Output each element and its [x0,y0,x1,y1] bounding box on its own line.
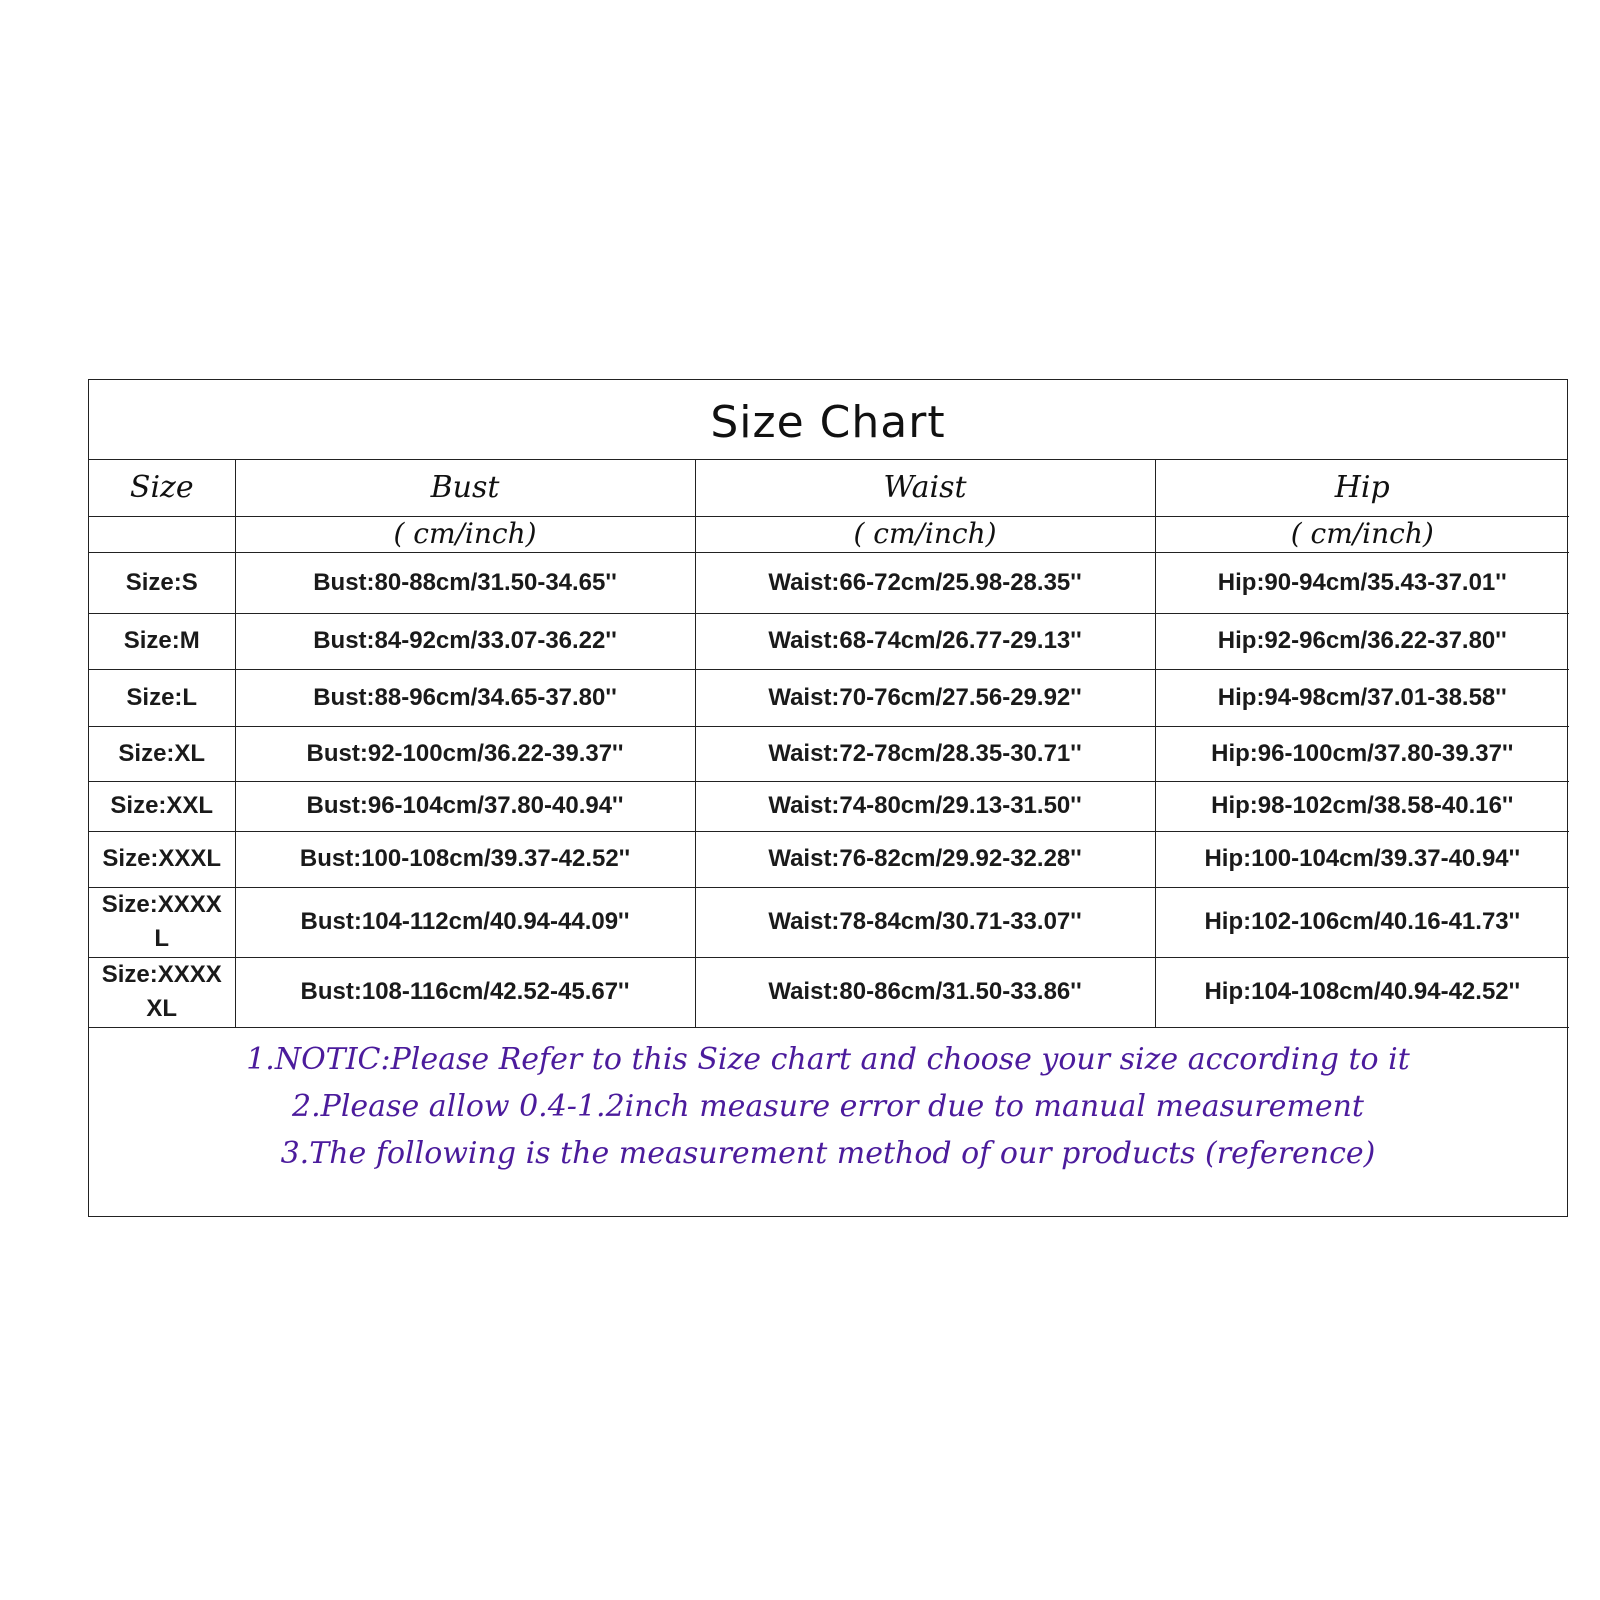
unit-size [89,516,235,552]
waist-cell: Waist:66-72cm/25.98-28.35'' [695,552,1155,613]
hip-cell: Hip:100-104cm/39.37-40.94'' [1155,831,1569,887]
hip-cell: Hip:96-100cm/37.80-39.37'' [1155,726,1569,781]
bust-cell: Bust:108-116cm/42.52-45.67'' [235,957,695,1027]
bust-cell: Bust:104-112cm/40.94-44.09'' [235,887,695,957]
unit-waist: ( cm/inch) [695,516,1155,552]
table-row [89,831,1569,887]
unit-bust: ( cm/inch) [235,516,695,552]
unit-row [89,516,1569,552]
bust-cell: Bust:96-104cm/37.80-40.94'' [235,781,695,831]
hip-cell: Hip:98-102cm/38.58-40.16'' [1155,781,1569,831]
size-cell [89,887,235,957]
size-cell: Size:S [89,552,235,613]
chart-title: Size Chart [710,397,946,448]
table-row [89,887,1569,957]
size-table [89,460,1569,1028]
size-cell: Size:M [89,613,235,669]
size-cell: Size:L [89,669,235,726]
waist-cell: Waist:78-84cm/30.71-33.07'' [695,887,1155,957]
hip-cell: Hip:104-108cm/40.94-42.52'' [1155,957,1569,1027]
unit-hip: ( cm/inch) [1155,516,1569,552]
table-row [89,726,1569,781]
bust-cell: Bust:92-100cm/36.22-39.37'' [235,726,695,781]
size-cell-line1: Size:XXXX [101,891,222,918]
waist-cell: Waist:72-78cm/28.35-30.71'' [695,726,1155,781]
table-row [89,613,1569,669]
waist-cell: Waist:68-74cm/26.77-29.13'' [695,613,1155,669]
header-hip: Hip [1155,460,1569,516]
header-waist: Waist [695,460,1155,516]
table-row [89,957,1569,1027]
size-cell: Size:XXXL [89,831,235,887]
header-bust: Bust [235,460,695,516]
bust-cell: Bust:100-108cm/39.37-42.52'' [235,831,695,887]
header-size: Size [89,460,235,516]
hip-cell: Hip:102-106cm/40.16-41.73'' [1155,887,1569,957]
waist-cell: Waist:70-76cm/27.56-29.92'' [695,669,1155,726]
table-row [89,781,1569,831]
waist-cell: Waist:80-86cm/31.50-33.86'' [695,957,1155,1027]
size-cell: Size:XL [89,726,235,781]
size-cell [89,957,235,1027]
size-cell-line1: Size:XXXX [101,961,222,988]
hip-cell: Hip:94-98cm/37.01-38.58'' [1155,669,1569,726]
bust-cell: Bust:84-92cm/33.07-36.22'' [235,613,695,669]
notes-section [89,1028,1567,1177]
hip-cell: Hip:90-94cm/35.43-37.01'' [1155,552,1569,613]
size-cell-line2: L [154,925,170,952]
note-line: 3.The following is the measurement method of our products (reference) [280,1135,1376,1171]
bust-cell: Bust:88-96cm/34.65-37.80'' [235,669,695,726]
hip-cell: Hip:92-96cm/36.22-37.80'' [1155,613,1569,669]
size-chart [88,379,1568,1217]
note-line: 2.Please allow 0.4-1.2inch measure error due to manual measurement [292,1088,1364,1124]
header-row [89,460,1569,516]
title-row [89,380,1567,460]
size-cell: Size:XXL [89,781,235,831]
waist-cell: Waist:74-80cm/29.13-31.50'' [695,781,1155,831]
bust-cell: Bust:80-88cm/31.50-34.65'' [235,552,695,613]
note-line: 1.NOTIC:Please Refer to this Size chart and choose your size according to it [246,1041,1410,1077]
table-row [89,669,1569,726]
size-cell-line2: XL [146,995,178,1022]
waist-cell: Waist:76-82cm/29.92-32.28'' [695,831,1155,887]
table-row [89,552,1569,613]
